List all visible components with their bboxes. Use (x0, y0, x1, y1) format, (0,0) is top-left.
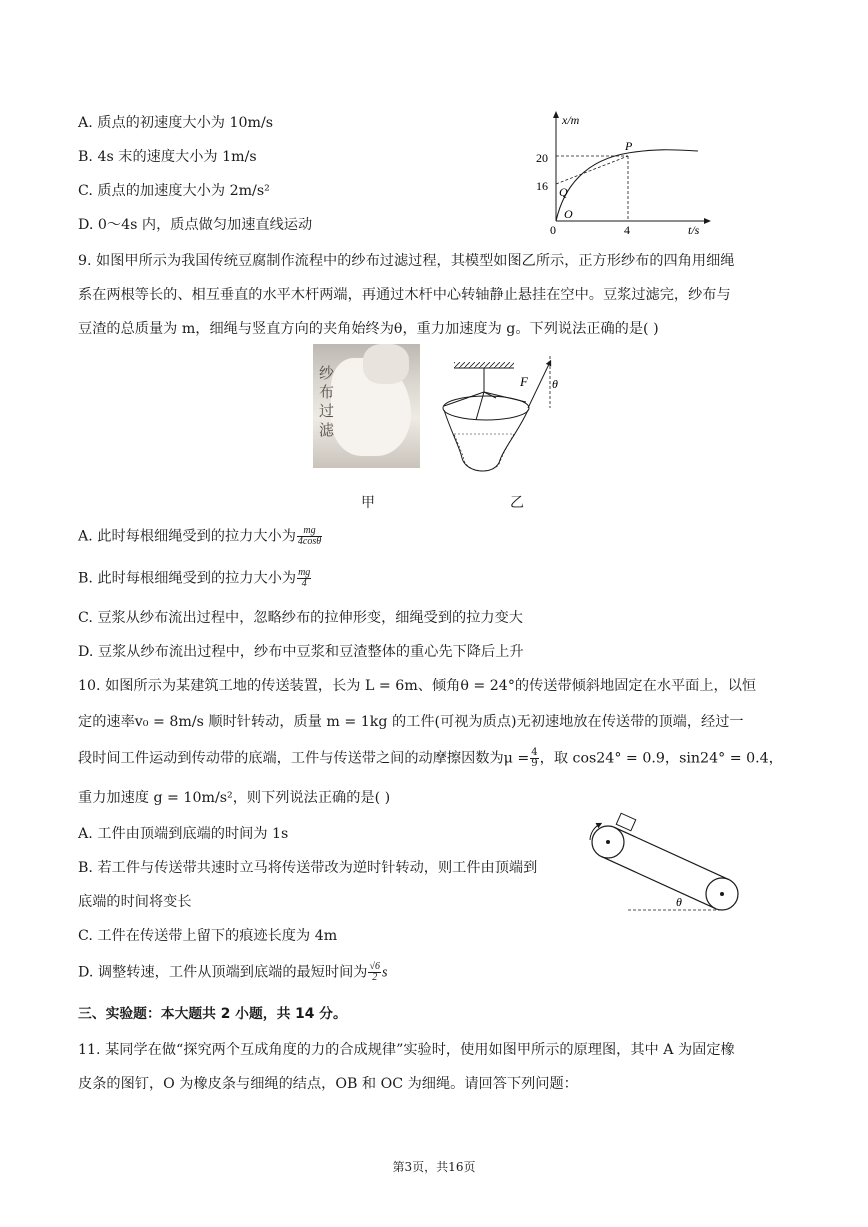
gauze-knot (363, 344, 409, 384)
xt-curve (556, 150, 698, 221)
belt-top (615, 827, 729, 879)
q11-stem-line1: 11. 某同学在做“探究两个互成角度的力的合成规律”实验时，使用如图甲所示的原理图，其中 A 为固定橡 (78, 1042, 735, 1058)
q9-photo-gauze-filter (313, 344, 420, 468)
q9-model-diagram (440, 352, 570, 478)
incline-angle-label: θ (676, 895, 682, 909)
page-footer: 第3页，共16页 (392, 1160, 476, 1174)
q10-option-d (78, 962, 387, 983)
q8-option-a: A. 质点的初速度大小为 10m/s (78, 115, 274, 131)
numerator: mg (298, 567, 311, 578)
rope-left (444, 392, 484, 406)
force-arrow (528, 362, 550, 408)
point-p-label: P (625, 139, 633, 153)
q10-stem-line4: 重力加速度 g = 10m/s²，则下列说法正确的是( ) (78, 790, 391, 806)
figure-caption-yi: 乙 (510, 495, 524, 511)
q9-option-b-text: B. 此时每根细绳受到的拉力大小为 (78, 570, 297, 587)
q9-option-b-fraction (297, 568, 311, 589)
numerator: mg (297, 526, 322, 537)
q8-option-d: D. 0～4s 内，质点做匀加速直线运动 (78, 217, 313, 233)
bag-liquid (454, 434, 514, 471)
q10-option-d-unit: s (381, 964, 388, 981)
q8-xt-graph (528, 108, 718, 236)
q9-option-a (78, 526, 323, 547)
ceiling-hatch (454, 362, 514, 368)
figure-caption-jia: 甲 (361, 495, 375, 511)
q10-option-d-text: D. 调整转速，工件从顶端到底端的最短时间为 (78, 964, 368, 981)
rope-back (484, 392, 496, 398)
denominator: 2 (372, 972, 378, 983)
x-tick-4: 4 (624, 223, 630, 236)
force-label: F (520, 374, 528, 389)
q9-stem-line2: 系在两根等长的、相互垂直的水平木杆两端，再通过木杆中心转轴静止悬挂在空中。豆浆过滤完，纱布与 (78, 287, 731, 303)
denominator: 9 (531, 758, 538, 769)
tangent-line (556, 156, 628, 184)
q10-option-b-line1: B. 若工件与传送带共速时立马将传送带改为逆时针转动，则工件由顶端到 (78, 860, 538, 876)
q9-option-a-fraction (297, 526, 322, 547)
denominator: 4 (301, 578, 307, 589)
q11-stem-line2: 皮条的图钉，O 为橡皮条与细绳的结点，OB 和 OC 为细绳。请回答下列问题： (78, 1076, 578, 1092)
q10-stem-line3 (78, 748, 783, 769)
q9-stem-line3: 豆渣的总质量为 m，细绳与竖直方向的夹角始终为θ，重力加速度为 g。下列说法正确的是( ) (78, 321, 659, 337)
point-o-label: O (564, 207, 573, 221)
bag-rim (443, 396, 529, 420)
photo-caption-text: 纱布过滤 (319, 364, 335, 439)
angle-label: θ (552, 377, 558, 391)
q10-option-b-line2: 底端的时间将变长 (78, 894, 192, 910)
section-heading-experiment: 三、实验题：本大题共 2 小题，共 14 分。 (78, 1006, 347, 1022)
q9-option-a-text: A. 此时每根细绳受到的拉力大小为 (78, 528, 296, 545)
q9-stem-line1: 9. 如图甲所示为我国传统豆腐制作流程中的纱布过滤过程，其模型如图乙所示，正方形纱布的四角用细绳 (78, 253, 735, 269)
mu-fraction (530, 748, 538, 769)
q10-stem-line3-b: ，取 cos24° = 0.9，sin24° = 0.4， (539, 750, 783, 767)
q10-stem-line3-a: 段时间工件运动到传动带的底端，工件与传送带之间的动摩擦因数为μ = (78, 750, 530, 767)
q9-option-c: C. 豆浆从纱布流出过程中，忽略纱布的拉伸形变，细绳受到的拉力变大 (78, 610, 523, 626)
q8-option-b: B. 4s 末的速度大小为 1m/s (78, 149, 257, 165)
top-pulley-axle (606, 840, 610, 844)
y-tick-20: 20 (536, 151, 548, 165)
q10-option-d-fraction (368, 962, 381, 983)
q10-stem-line2: 定的速率v₀ = 8m/s 顺时针转动，质量 m = 1kg 的工件(可视为质点)无初速地放在传送带的顶端，经过一 (78, 714, 744, 730)
y-tick-16: 16 (536, 179, 548, 193)
bottom-pulley-axle (720, 892, 724, 896)
q9-option-d: D. 豆浆从纱布流出过程中，纱布中豆浆和豆渣整体的重心先下降后上升 (78, 644, 524, 660)
q10-option-c: C. 工件在传送带上留下的痕迹长度为 4m (78, 928, 338, 944)
q10-stem-line1: 10. 如图所示为某建筑工地的传送装置，长为 L = 6m、倾角θ = 24°的传送带倾斜地固定在水平面上，以恒 (78, 678, 757, 694)
q10-option-a: A. 工件由顶端到底端的时间为 1s (78, 826, 289, 842)
denominator: 4cosθ (297, 536, 322, 547)
numerator: 4 (531, 747, 538, 758)
point-q-label: Q (559, 185, 568, 199)
x-axis-label: t/s (688, 223, 700, 236)
q9-option-b (78, 568, 312, 589)
numerator: √6 (369, 961, 380, 972)
q8-option-c: C. 质点的加速度大小为 2m/s² (78, 183, 270, 199)
belt-bottom (602, 857, 716, 909)
workpiece (616, 813, 635, 830)
q10-conveyor-diagram (580, 812, 750, 916)
x-tick-0: 0 (550, 223, 556, 236)
y-axis-label: x/m (562, 113, 580, 127)
